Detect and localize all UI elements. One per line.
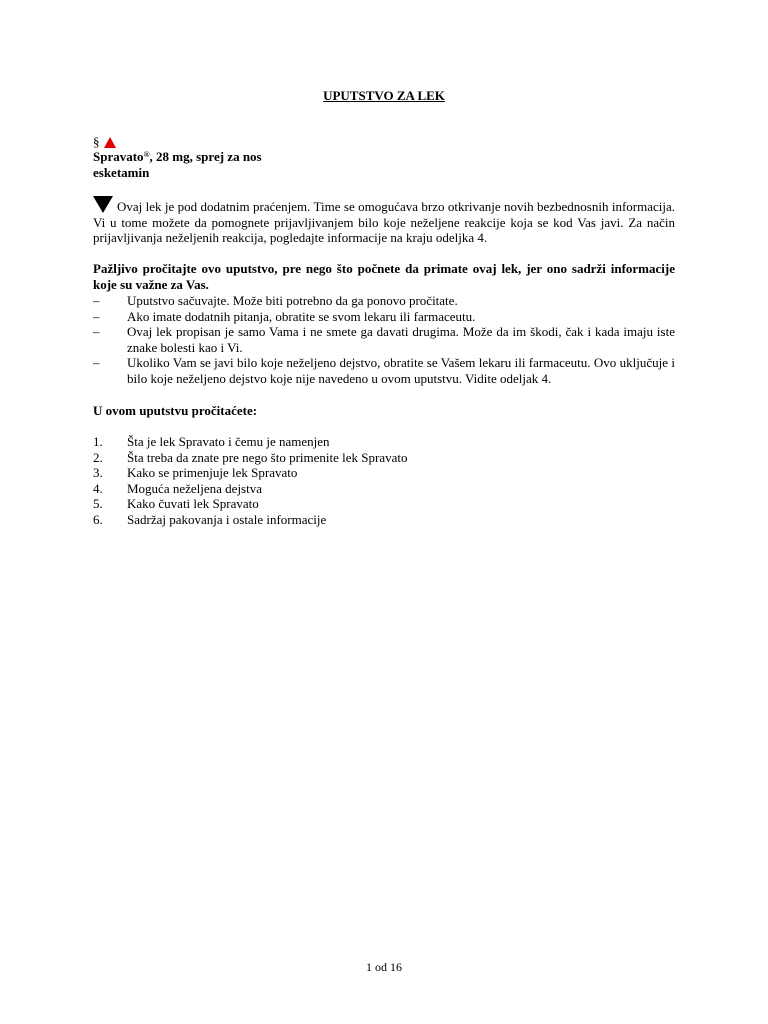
product-name-line: [93, 149, 262, 165]
list-item: [93, 324, 675, 355]
section-sign: §: [93, 134, 100, 150]
document-title: UPUTSTVO ZA LEK: [323, 88, 445, 103]
toc-item: [93, 496, 407, 512]
active-substance: esketamin: [93, 164, 150, 180]
toc-number: 2.: [93, 449, 103, 465]
toc-number: 3.: [93, 465, 103, 480]
list-item-text: Ovaj lek propisan je samo Vama i ne smete ga davati drugima. Može da im škodi, čak i kada imaju iste znake bolesti kao i Vi.: [127, 324, 675, 355]
toc-number: 5.: [93, 496, 103, 511]
toc-item: [93, 481, 407, 497]
list-item: [93, 355, 675, 386]
regulatory-marks: [93, 134, 116, 150]
toc-item: [93, 465, 407, 481]
document-page: [93, 0, 675, 1024]
toc-item: [93, 434, 407, 450]
additional-monitoring-paragraph: [93, 196, 675, 246]
monitoring-text: Ovaj lek je pod dodatnim praćenjem. Time se omogućava brzo otkrivanje novih bezbednosnih informacija. Vi u tome možete da pomognete prijavljivanjem bilo koje neželjene reakcije koja se kod Vas javi. Za način prijavljivanja neželjenih reakcija, pogledajte informacije na kraju odeljka 4.: [93, 199, 675, 245]
toc-text: Moguća neželjena dejstva: [127, 480, 262, 496]
toc-item: [93, 450, 407, 466]
dash-bullet: –: [93, 308, 100, 324]
dash-bullet: –: [93, 324, 100, 339]
red-triangle-icon: [104, 137, 116, 148]
list-item-text: Ako imate dodatnih pitanja, obratite se svom lekaru ili farmaceutu.: [127, 308, 476, 324]
table-of-contents: [93, 434, 407, 527]
dash-bullet: –: [93, 293, 100, 308]
list-item: [93, 293, 675, 309]
dash-bullet: –: [93, 355, 100, 370]
read-carefully-paragraph: Pažljivo pročitajte ovo uputstvo, pre nego što počnete da primate ovaj lek, jer ono sadrži informacije koje su važne za Vas.: [93, 261, 675, 292]
contents-heading: U ovom uputstvu pročitaćete:: [93, 403, 258, 418]
advice-list: [93, 293, 675, 386]
toc-number: 6.: [93, 511, 103, 527]
list-item-text: Ukoliko Vam se javi bilo koje neželjeno dejstvo, obratite se Vašem lekaru ili farmaceutu. Ovo uključuje i bilo koje neželjeno dejstvo koje nije navedeno u ovom uputstvu. Vidite odeljak 4.: [127, 355, 675, 386]
toc-text: Kako se primenjuje lek Spravato: [127, 465, 298, 480]
toc-text: Šta treba da znate pre nego što primenite lek Spravato: [127, 449, 408, 465]
page-indicator: 1 od 16: [366, 960, 402, 974]
toc-text: Kako čuvati lek Spravato: [127, 496, 259, 511]
list-item: [93, 309, 675, 325]
list-item-text: Uputstvo sačuvajte. Može biti potrebno da ga ponovo pročitate.: [127, 293, 458, 308]
toc-text: Sadržaj pakovanja i ostale informacije: [127, 511, 327, 527]
registered-mark: ®: [143, 150, 150, 159]
toc-number: 1.: [93, 434, 103, 449]
product-strength: , 28 mg, sprej za nos: [149, 149, 262, 164]
product-name: Spravato: [93, 149, 144, 164]
toc-item: [93, 512, 407, 528]
black-inverted-triangle-icon: [93, 196, 113, 213]
toc-number: 4.: [93, 480, 103, 496]
product-block: [93, 149, 262, 180]
toc-text: Šta je lek Spravato i čemu je namenjen: [127, 434, 330, 449]
